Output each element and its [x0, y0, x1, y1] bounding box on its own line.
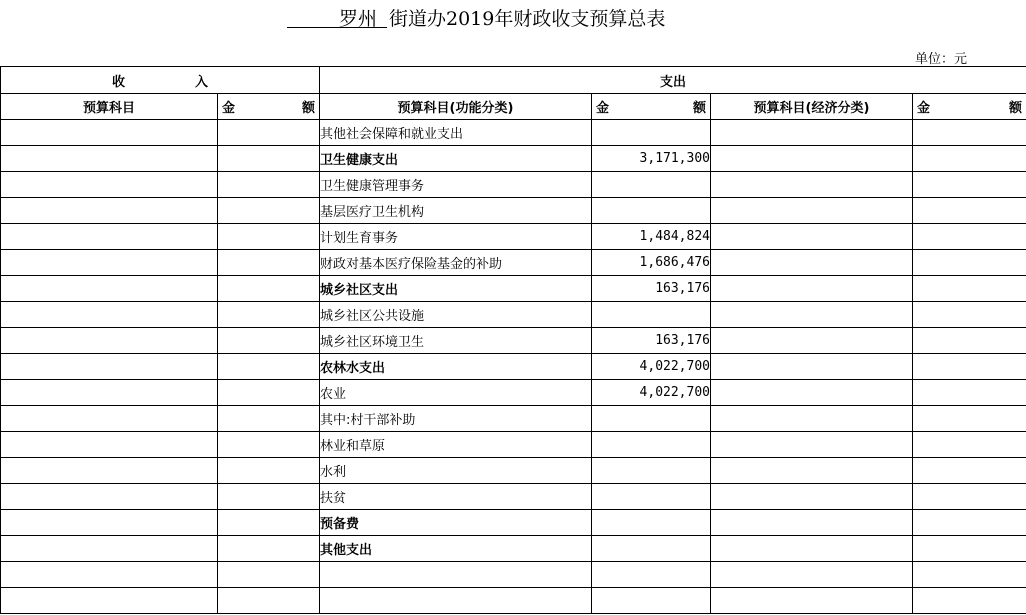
expense-header-cell: [320, 67, 1026, 94]
col-amount-func: 金 额: [592, 94, 711, 120]
cell-income-amount[interactable]: [218, 224, 320, 250]
cell-expense-amount[interactable]: 3,171,300: [592, 146, 711, 172]
table-row: [1, 484, 1026, 510]
table-row: [1, 120, 1026, 146]
cell-expense-item[interactable]: 城乡社区公共设施: [320, 302, 592, 328]
cell-income-item[interactable]: [1, 198, 218, 224]
table-row: [1, 458, 1026, 484]
table-row: [1, 406, 1026, 432]
table-row: [1, 354, 1026, 380]
cell-income-item[interactable]: [1, 172, 218, 198]
cell-expense-item[interactable]: 卫生健康管理事务: [320, 172, 592, 198]
cell-econ-amount[interactable]: [913, 172, 1026, 198]
cell-expense-amount[interactable]: 4,022,700: [592, 354, 711, 380]
cell-econ-item[interactable]: [711, 172, 913, 198]
cell-expense-item[interactable]: 城乡社区支出: [320, 276, 592, 302]
cell-econ-item[interactable]: [711, 224, 913, 250]
cell-econ-item[interactable]: [711, 406, 913, 432]
cell-expense-item[interactable]: 其中:村干部补助: [320, 406, 592, 432]
table-row: [1, 146, 1026, 172]
cell-expense-amount[interactable]: 1,484,824: [592, 224, 711, 250]
cell-expense-item[interactable]: 财政对基本医疗保险基金的补助: [320, 250, 592, 276]
cell-expense-item[interactable]: 卫生健康支出: [320, 146, 592, 172]
cell-econ-amount[interactable]: [913, 328, 1026, 354]
cell-econ-amount[interactable]: [913, 484, 1026, 510]
cell-expense-item[interactable]: [320, 562, 592, 588]
cell-expense-amount[interactable]: 163,176: [592, 276, 711, 302]
cell-econ-item[interactable]: [711, 458, 913, 484]
cell-expense-amount[interactable]: [592, 302, 711, 328]
cell-econ-item[interactable]: [711, 588, 913, 614]
cell-income-amount[interactable]: [218, 302, 320, 328]
cell-econ-amount[interactable]: [913, 536, 1026, 562]
budget-table: [0, 66, 1026, 614]
table-row: [1, 380, 1026, 406]
table-row: [1, 250, 1026, 276]
cell-expense-amount[interactable]: [592, 406, 711, 432]
table-row: [1, 302, 1026, 328]
cell-expense-amount[interactable]: 1,686,476: [592, 250, 711, 276]
cell-econ-item[interactable]: [711, 380, 913, 406]
cell-income-item[interactable]: [1, 588, 218, 614]
cell-econ-amount[interactable]: [913, 120, 1026, 146]
cell-econ-item[interactable]: [711, 354, 913, 380]
cell-income-amount[interactable]: [218, 510, 320, 536]
cell-econ-item[interactable]: [711, 302, 913, 328]
cell-expense-item[interactable]: 基层医疗卫生机构: [320, 198, 592, 224]
header-row-1: [1, 67, 1026, 94]
cell-expense-amount[interactable]: [592, 588, 711, 614]
cell-expense-amount[interactable]: [592, 458, 711, 484]
col-amount-income: 金 额: [218, 94, 320, 120]
cell-expense-amount[interactable]: [592, 432, 711, 458]
cell-expense-item[interactable]: 农业: [320, 380, 592, 406]
cell-income-item[interactable]: [1, 354, 218, 380]
cell-income-item[interactable]: [1, 380, 218, 406]
cell-expense-item[interactable]: 城乡社区环境卫生: [320, 328, 592, 354]
cell-econ-item[interactable]: [711, 120, 913, 146]
page-title: 街道办2019年财政收支预算总表: [389, 8, 666, 30]
cell-income-item[interactable]: [1, 276, 218, 302]
table-row: [1, 198, 1026, 224]
cell-expense-amount[interactable]: [592, 562, 711, 588]
cell-income-item[interactable]: [1, 250, 218, 276]
cell-expense-amount[interactable]: [592, 536, 711, 562]
cell-econ-item[interactable]: [711, 562, 913, 588]
col-budget-item: 预算科目: [1, 94, 218, 120]
col-budget-item-func: 预算科目(功能分类): [320, 94, 592, 120]
cell-expense-amount[interactable]: 4,022,700: [592, 380, 711, 406]
cell-income-amount[interactable]: [218, 250, 320, 276]
cell-econ-amount[interactable]: [913, 406, 1026, 432]
cell-income-item[interactable]: [1, 562, 218, 588]
cell-income-item[interactable]: [1, 536, 218, 562]
cell-income-amount[interactable]: [218, 198, 320, 224]
cell-econ-amount[interactable]: [913, 146, 1026, 172]
table-row: [1, 510, 1026, 536]
cell-econ-amount[interactable]: [913, 562, 1026, 588]
income-header-char-1: 收: [111, 74, 125, 90]
cell-income-amount[interactable]: [218, 588, 320, 614]
cell-income-amount[interactable]: [218, 536, 320, 562]
header-row-2: [1, 94, 1026, 120]
cell-expense-amount[interactable]: [592, 120, 711, 146]
title-bar: [0, 0, 1026, 36]
cell-income-amount[interactable]: [218, 146, 320, 172]
cell-econ-item[interactable]: [711, 328, 913, 354]
cell-income-item[interactable]: [1, 484, 218, 510]
table-row: [1, 562, 1026, 588]
cell-econ-item[interactable]: [711, 146, 913, 172]
table-row: [1, 588, 1026, 614]
cell-income-amount[interactable]: [218, 380, 320, 406]
cell-econ-item[interactable]: [711, 198, 913, 224]
table-row: [1, 432, 1026, 458]
col-budget-item-econ: 预算科目(经济分类): [711, 94, 913, 120]
cell-expense-amount[interactable]: [592, 172, 711, 198]
cell-income-amount[interactable]: [218, 432, 320, 458]
expense-header: 支出: [660, 74, 687, 90]
unit-label: 单位：元: [915, 52, 968, 67]
title-prefix: 罗州: [339, 8, 378, 30]
cell-econ-amount[interactable]: [913, 458, 1026, 484]
cell-expense-item[interactable]: 其他社会保障和就业支出: [320, 120, 592, 146]
cell-expense-amount[interactable]: [592, 510, 711, 536]
cell-expense-amount[interactable]: [592, 198, 711, 224]
cell-expense-item[interactable]: [320, 588, 592, 614]
cell-expense-item[interactable]: 预备费: [320, 510, 592, 536]
cell-income-item[interactable]: [1, 146, 218, 172]
cell-income-item[interactable]: [1, 406, 218, 432]
cell-income-item[interactable]: [1, 510, 218, 536]
cell-econ-item[interactable]: [711, 276, 913, 302]
cell-income-amount[interactable]: [218, 328, 320, 354]
cell-expense-item[interactable]: 农林水支出: [320, 354, 592, 380]
cell-econ-amount[interactable]: [913, 510, 1026, 536]
cell-income-amount[interactable]: [218, 120, 320, 146]
income-header-cell: [1, 67, 320, 94]
cell-econ-amount[interactable]: [913, 198, 1026, 224]
cell-expense-amount[interactable]: 163,176: [592, 328, 711, 354]
cell-econ-amount[interactable]: [913, 588, 1026, 614]
cell-income-amount[interactable]: [218, 458, 320, 484]
table-row: [1, 328, 1026, 354]
cell-income-amount[interactable]: [218, 562, 320, 588]
cell-econ-amount[interactable]: [913, 302, 1026, 328]
cell-income-item[interactable]: [1, 328, 218, 354]
cell-income-item[interactable]: [1, 224, 218, 250]
cell-expense-amount[interactable]: [592, 484, 711, 510]
cell-income-amount[interactable]: [218, 406, 320, 432]
income-header-char-2: 入: [195, 74, 209, 90]
cell-expense-item[interactable]: 计划生育事务: [320, 224, 592, 250]
cell-econ-item[interactable]: [711, 250, 913, 276]
cell-income-item[interactable]: [1, 120, 218, 146]
cell-expense-item[interactable]: 水利: [320, 458, 592, 484]
cell-income-amount[interactable]: [218, 276, 320, 302]
table-row: [1, 172, 1026, 198]
table-row: [1, 224, 1026, 250]
cell-expense-item[interactable]: 扶贫: [320, 484, 592, 510]
cell-econ-amount[interactable]: [913, 380, 1026, 406]
cell-econ-amount[interactable]: [913, 250, 1026, 276]
cell-expense-item[interactable]: 其他支出: [320, 536, 592, 562]
cell-econ-amount[interactable]: [913, 224, 1026, 250]
cell-econ-amount[interactable]: [913, 354, 1026, 380]
col-amount-econ: 金 额: [913, 94, 1026, 120]
cell-econ-item[interactable]: [711, 510, 913, 536]
cell-income-item[interactable]: [1, 458, 218, 484]
cell-econ-item[interactable]: [711, 536, 913, 562]
table-row: [1, 536, 1026, 562]
cell-expense-item[interactable]: 林业和草原: [320, 432, 592, 458]
cell-econ-item[interactable]: [711, 432, 913, 458]
cell-econ-item[interactable]: [711, 484, 913, 510]
cell-income-item[interactable]: [1, 302, 218, 328]
cell-econ-amount[interactable]: [913, 276, 1026, 302]
cell-income-amount[interactable]: [218, 172, 320, 198]
table-row: [1, 276, 1026, 302]
cell-econ-amount[interactable]: [913, 432, 1026, 458]
cell-income-amount[interactable]: [218, 484, 320, 510]
cell-income-amount[interactable]: [218, 354, 320, 380]
cell-income-item[interactable]: [1, 432, 218, 458]
